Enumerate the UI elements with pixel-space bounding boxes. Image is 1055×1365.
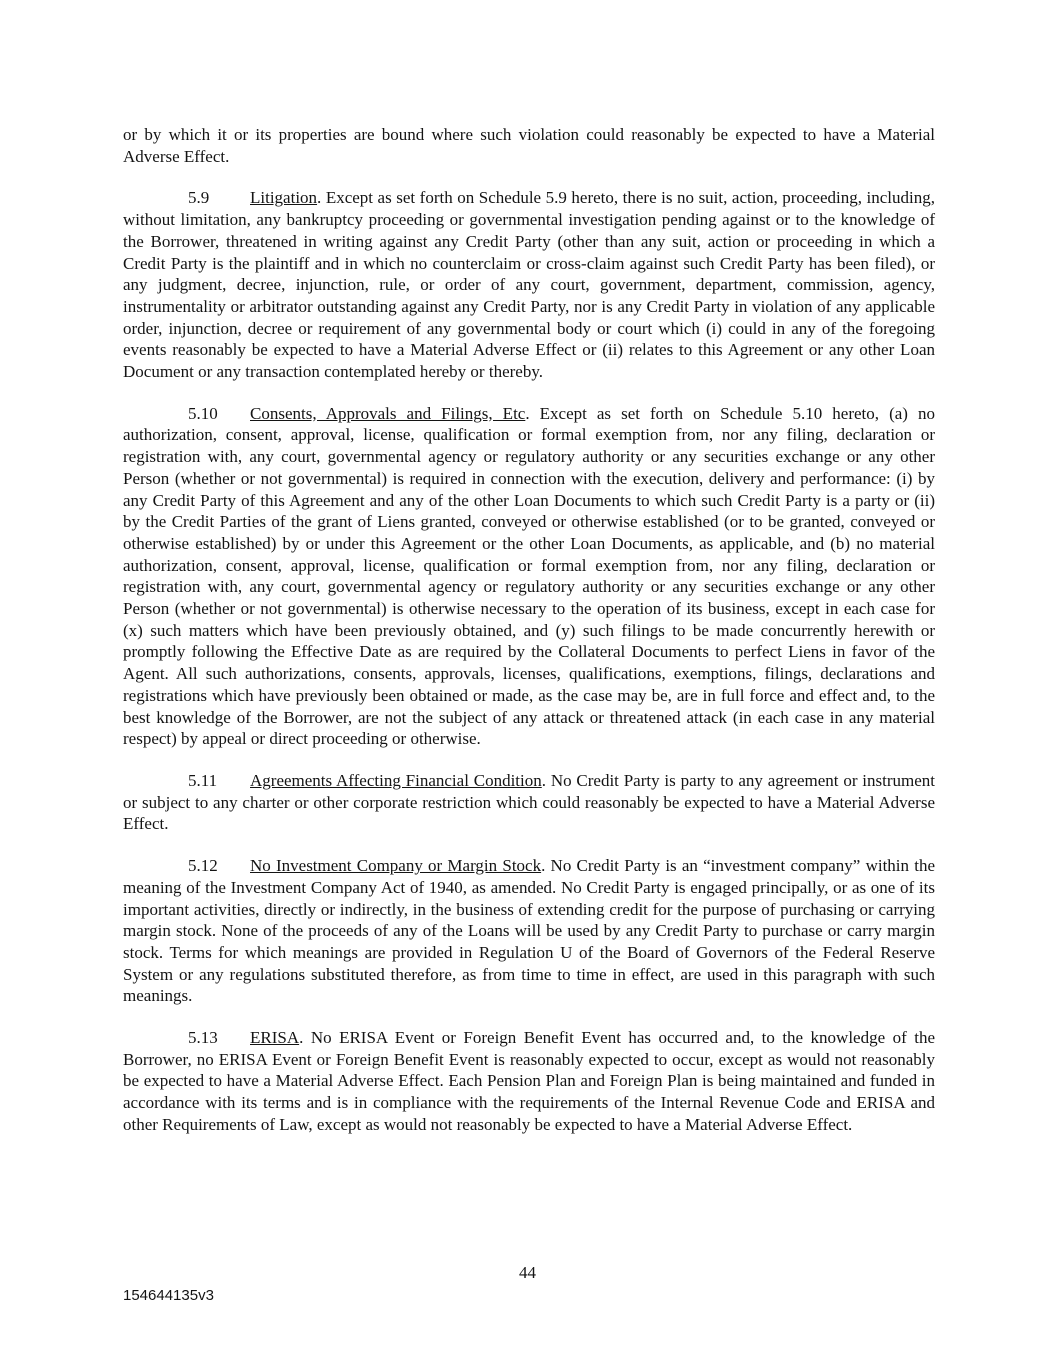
section-number: 5.10 <box>188 403 218 423</box>
section-heading: Agreements Affecting Financial Condition <box>250 770 542 790</box>
section-5-9 <box>123 187 935 382</box>
section-number: 5.11 <box>188 770 218 790</box>
section-body: . No Credit Party is an “investment company” within the meaning of the Investment Company Act of 1940, as amended. No Credit Party is engaged principally, or as one of its important activities, directly or indirectly, in the business of extending credit for the purpose of purchasing or carrying margin stock. None of the proceeds of any of the Loans will be used by any Credit Party to purchase or carry margin stock. Terms for which meanings are provided in Regulation U of the Board of Governors of the Federal Reserve System or any regulations substituted therefore, as from time to time in effect, are used in this paragraph with such meanings. <box>123 856 935 1006</box>
page-number: 44 <box>519 1263 536 1282</box>
continuation-paragraph: or by which it or its properties are bound where such violation could reasonably be expected to have a Material Adverse Effect. <box>123 125 935 166</box>
section-body: . Except as set forth on Schedule 5.9 hereto, there is no suit, action, proceeding, including, without limitation, any bankruptcy proceeding or governmental investigation pending against or to the knowledge of the Borrower, threatened in writing against any Credit Party (other than any suit, action or proceeding in which a Credit Party is the plaintiff and in which no counterclaim or cross-claim against such Credit Party has been filed), or any judgment, decree, injunction, rule, or order of any court, government, department, commission, agency, instrumentality or arbitrator outstanding against any Credit Party, nor is any Credit Party in violation of any applicable order, injunction, decree or requirement of any governmental body or court which (i) could in any of the foregoing events reasonably be expected to have a Material Adverse Effect or (ii) relates to this Agreement or any other Loan Document or any transaction contemplated hereby or thereby. <box>123 188 935 382</box>
section-body: . No ERISA Event or Foreign Benefit Event has occurred and, to the knowledge of the Borrower, no ERISA Event or Foreign Benefit Event is reasonably expected to occur, except as would not reasonably be expected to have a Material Adverse Effect. Each Pension Plan and Foreign Plan is being maintained and funded in accordance with its terms and is in compliance with the requirements of the Internal Revenue Code and ERISA and other Requirements of Law, except as would not reasonably be expected to have a Material Adverse Effect. <box>123 1028 935 1134</box>
document-id-stamp: 154644135v3 <box>123 1287 214 1304</box>
section-body: . Except as set forth on Schedule 5.10 hereto, (a) no authorization, consent, approval, license, qualification or formal exemption from, nor any filing, declaration or registration with, any court, governmental agency or regulatory authority or any securities exchange or any other Person (whether or not governmental) is required in connection with the execution, delivery and performance: (i) by any Credit Party of this Agreement and any of the other Loan Documents to which such Credit Party is a party or (ii) by the Credit Parties of the grant of Liens granted, conveyed or otherwise established (or to be granted, conveyed or otherwise established) by or under this Agreement or the other Loan Documents, as applicable, and (b) no material authorization, consent, approval, license, qualification or formal exemption from, nor any filing, declaration or registration with, any court, governmental agency or regulatory authority or any securities exchange or any other Person (whether or not governmental) is otherwise necessary to the operation of its business, except in each case for (x) such matters which have been previously obtained, and (y) such filings to be made concurrently herewith or promptly following the Effective Date as are required by the Collateral Documents to perfect Liens in favor of the Agent. All such authorizations, consents, approvals, licenses, qualifications, exemptions, filings, declarations and registrations which have previously been obtained or made, as the case may be, are in full force and effect and, to the best knowledge of the Borrower, are not the subject of any attack or threatened attack (in each case in any material respect) by appeal or direct proceeding or otherwise. <box>123 403 935 749</box>
section-heading: No Investment Company or Margin Stock <box>250 856 542 876</box>
section-5-12 <box>123 855 935 1007</box>
section-number: 5.12 <box>188 856 218 876</box>
section-5-10 <box>123 403 935 750</box>
section-body: . No Credit Party is party to any agreement or instrument or subject to any charter or other corporate restriction which could reasonably be expected to have a Material Adverse Effect. <box>123 770 936 834</box>
section-heading: Litigation <box>250 188 318 208</box>
section-heading: ERISA <box>250 1028 300 1048</box>
section-number: 5.9 <box>188 188 210 208</box>
section-heading: Consents, Approvals and Filings, Etc <box>250 403 526 423</box>
section-number: 5.13 <box>188 1028 218 1048</box>
section-5-13 <box>123 1027 935 1136</box>
section-5-11 <box>123 770 935 835</box>
